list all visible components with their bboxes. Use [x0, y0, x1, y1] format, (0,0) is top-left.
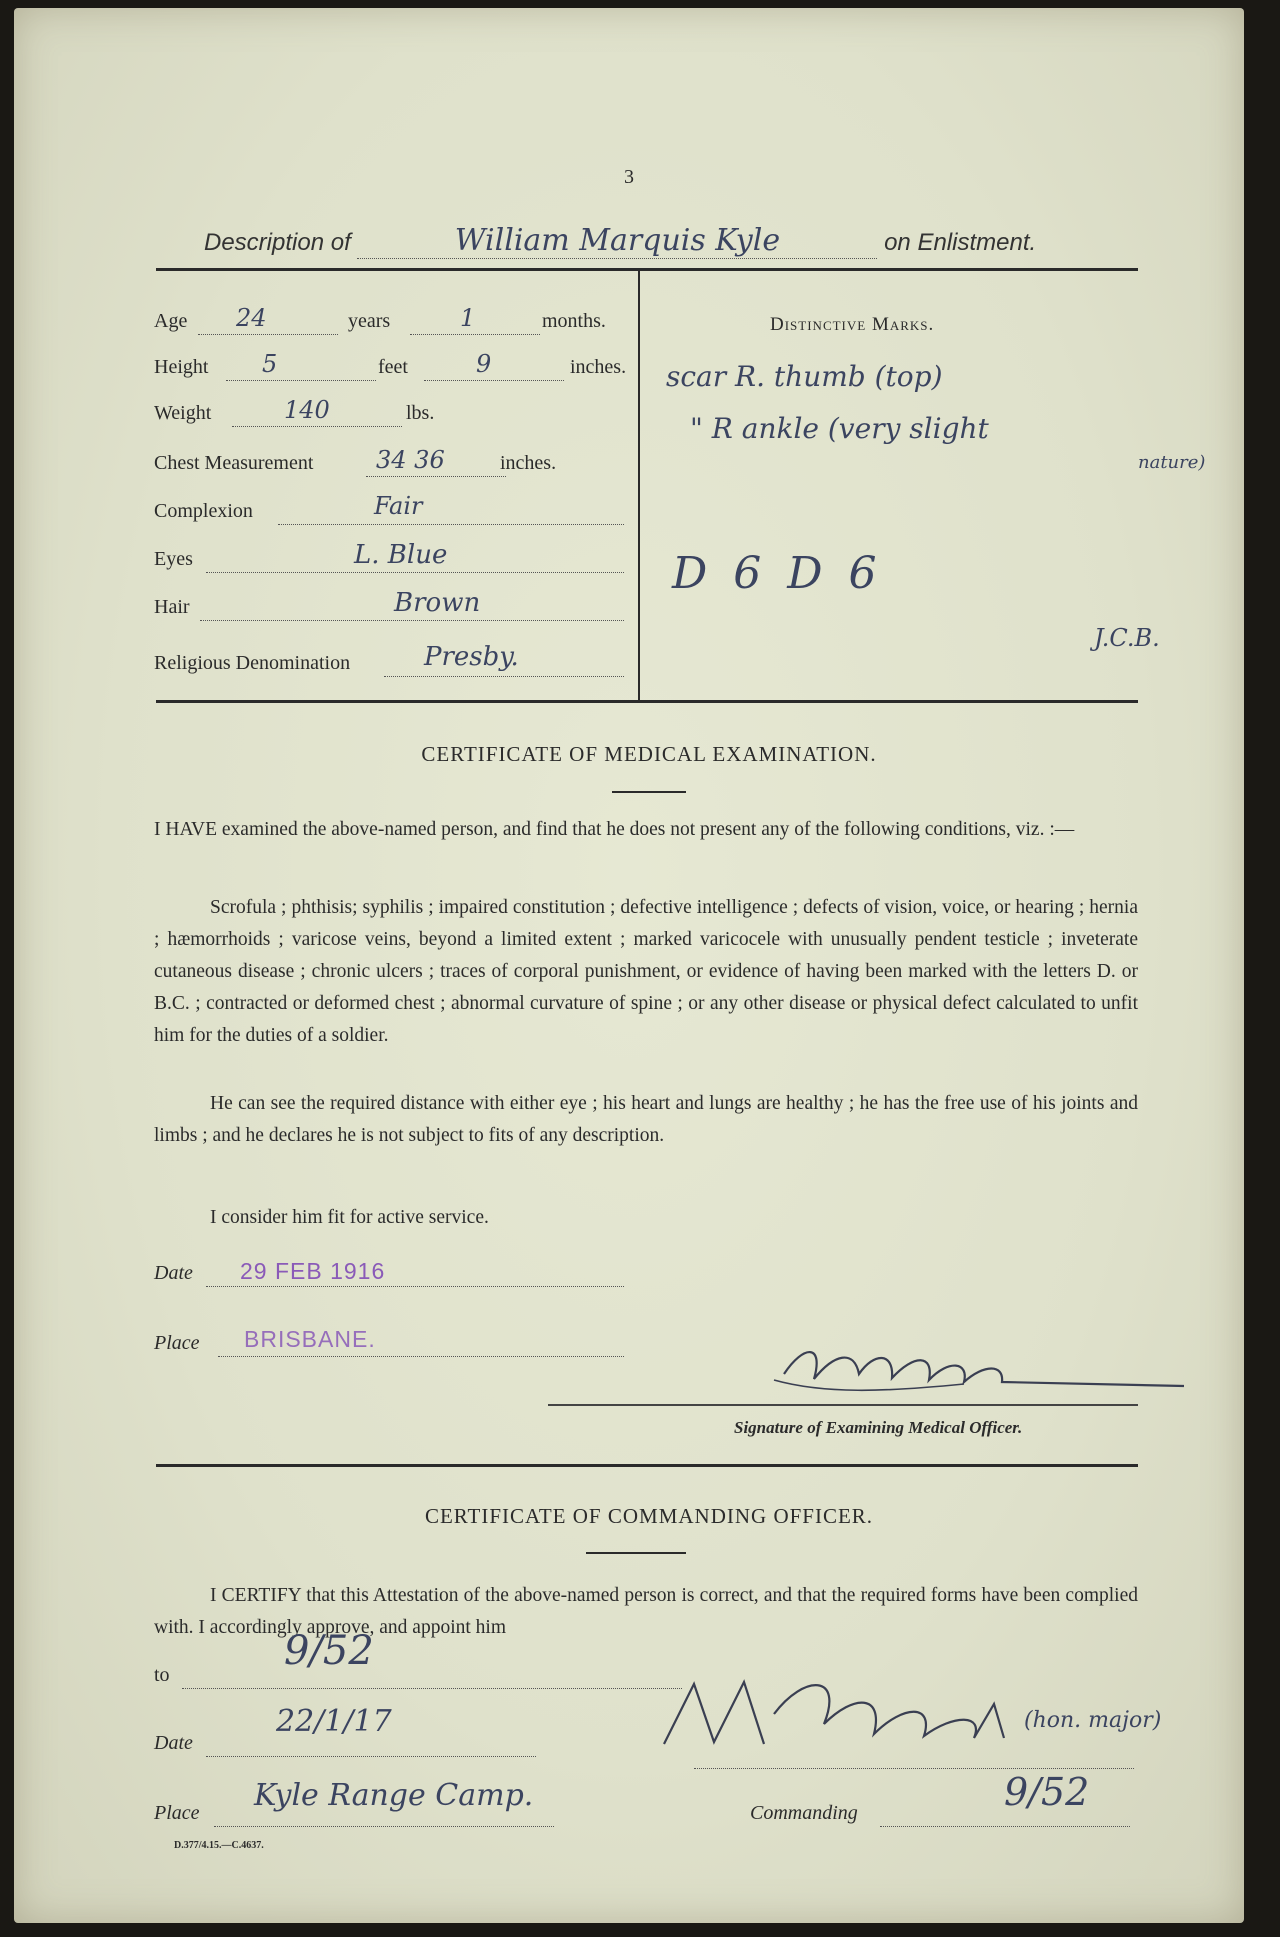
inches-line [424, 380, 564, 381]
medical-place-label: Place [154, 1332, 200, 1354]
appoint-to-label: to [154, 1664, 170, 1686]
religion-value: Presby. [424, 642, 519, 672]
age-months-value: 1 [460, 304, 476, 332]
commanding-unit-value: 9/52 [1004, 1770, 1090, 1814]
hair-label: Hair [154, 596, 190, 618]
height-label: Height [154, 356, 209, 378]
chest-label: Chest Measurement [154, 452, 314, 474]
medical-date-line [206, 1286, 624, 1287]
distinctive-code: D 6 D 6 [672, 548, 883, 599]
medical-signature-caption: Signature of Examining Medical Officer. [734, 1418, 1023, 1437]
form-code: D.377/4.15.—C.4637. [174, 1840, 264, 1851]
chest-unit: inches. [500, 452, 557, 474]
distinctive-initials: J.C.B. [1094, 624, 1160, 652]
distinctive-mark-1: scar R. thumb (top) [666, 360, 943, 393]
commanding-place-line [214, 1826, 554, 1827]
chest-value: 34 36 [376, 446, 445, 474]
medical-sight-statement: He can see the required distance with either eye ; his heart and lungs are healthy ; he has the free use of his joints and limbs ; and he declares he is not subject to fits of any description. [154, 1093, 1138, 1146]
distinctive-mark-2-cont: nature) [1138, 452, 1206, 473]
religion-line [384, 676, 624, 677]
commanding-date-line [206, 1756, 536, 1757]
eyes-label: Eyes [154, 548, 193, 570]
weight-label: Weight [154, 402, 212, 424]
soldier-name: William Marquis Kyle [357, 223, 877, 259]
medical-fit-statement: I consider him fit for active service. [210, 1207, 489, 1228]
distinctive-mark-2: " R ankle (very slight [690, 412, 989, 445]
height-feet-value: 5 [262, 350, 278, 378]
commanding-title-rule [586, 1552, 686, 1554]
medical-date-label: Date [154, 1262, 193, 1284]
commanding-date-value: 22/1/17 [276, 1704, 392, 1739]
hair-line [200, 620, 624, 621]
description-prefix: Description of [204, 229, 351, 256]
table-bottom-rule [156, 700, 1138, 703]
complexion-line [278, 524, 624, 525]
lbs-label: lbs. [406, 402, 435, 424]
distinctive-marks-title: Distinctive Marks. [770, 314, 935, 335]
medical-place-stamp: BRISBANE. [244, 1326, 376, 1352]
height-inches-value: 9 [476, 350, 492, 378]
medical-intro: I HAVE examined the above-named person, and find that he does not present any of the following conditions, viz. :— [154, 819, 1075, 840]
medical-officer-signature [764, 1334, 1204, 1414]
months-line [410, 334, 540, 335]
age-label: Age [154, 310, 188, 332]
appoint-to-line [182, 1688, 682, 1689]
commanding-place-label: Place [154, 1802, 200, 1824]
years-label: years [348, 310, 391, 332]
commanding-signature-line [694, 1768, 1134, 1769]
eyes-value: L. Blue [354, 540, 448, 570]
medical-certificate-title: CERTIFICATE OF MEDICAL EXAMINATION. [421, 742, 877, 766]
medical-signature-line [548, 1404, 1138, 1406]
commanding-certificate-title: CERTIFICATE OF COMMANDING OFFICER. [424, 1504, 874, 1528]
weight-line [232, 426, 402, 427]
commanding-officer-signature [654, 1664, 1074, 1774]
description-suffix: on Enlistment. [884, 229, 1037, 256]
religion-label: Religious Denomination [154, 652, 351, 674]
commanding-place-value: Kyle Range Camp. [254, 1778, 534, 1813]
medical-date-stamp: 29 FEB 1916 [240, 1258, 386, 1284]
age-line [198, 334, 338, 335]
feet-line [226, 380, 376, 381]
weight-value: 140 [284, 396, 330, 424]
commanding-statement: I CERTIFY that this Attestation of the above-named person is correct, and that the required forms have been complied with. I accordingly approve, and appoint him [154, 1585, 1138, 1638]
inches-label: inches. [570, 356, 627, 378]
table-divider [638, 271, 640, 701]
chest-line [366, 476, 506, 477]
feet-label: feet [378, 356, 408, 378]
medical-title-rule [612, 791, 686, 793]
appoint-to-value: 9/52 [284, 1628, 374, 1674]
medical-conditions: Scrofula ; phthisis; syphilis ; impaired constitution ; defective intelligence ; defects of vision, voice, or hearing ; hernia ; hæmorrhoids ; varicose veins, beyond a limited extent ; marked varicocele with unusually pendent testicle ; inveterate cutaneous disease ; chronic ulcers ; traces of corporal punishment, or evidence of having been marked with the letters D. or B.C. ; contracted or deformed chest ; abnormal curvature of spine ; or any other disease or physical defect calculated to unfit him for the duties of a soldier. [154, 897, 1138, 1046]
commanding-label: Commanding [750, 1802, 858, 1824]
commanding-unit-line [880, 1826, 1130, 1827]
commanding-officer-rank: (hon. major) [1024, 1708, 1162, 1733]
page-number: 3 [624, 166, 634, 188]
section-divider [156, 1464, 1138, 1467]
attestation-page [14, 8, 1244, 1923]
eyes-line [206, 572, 624, 573]
table-top-rule [156, 268, 1138, 271]
months-label: months. [542, 310, 606, 332]
age-years-value: 24 [236, 304, 267, 332]
description-heading [204, 223, 1036, 259]
complexion-label: Complexion [154, 500, 253, 522]
complexion-value: Fair [374, 492, 423, 520]
medical-place-line [218, 1356, 624, 1357]
hair-value: Brown [394, 588, 481, 618]
commanding-date-label: Date [154, 1732, 193, 1754]
